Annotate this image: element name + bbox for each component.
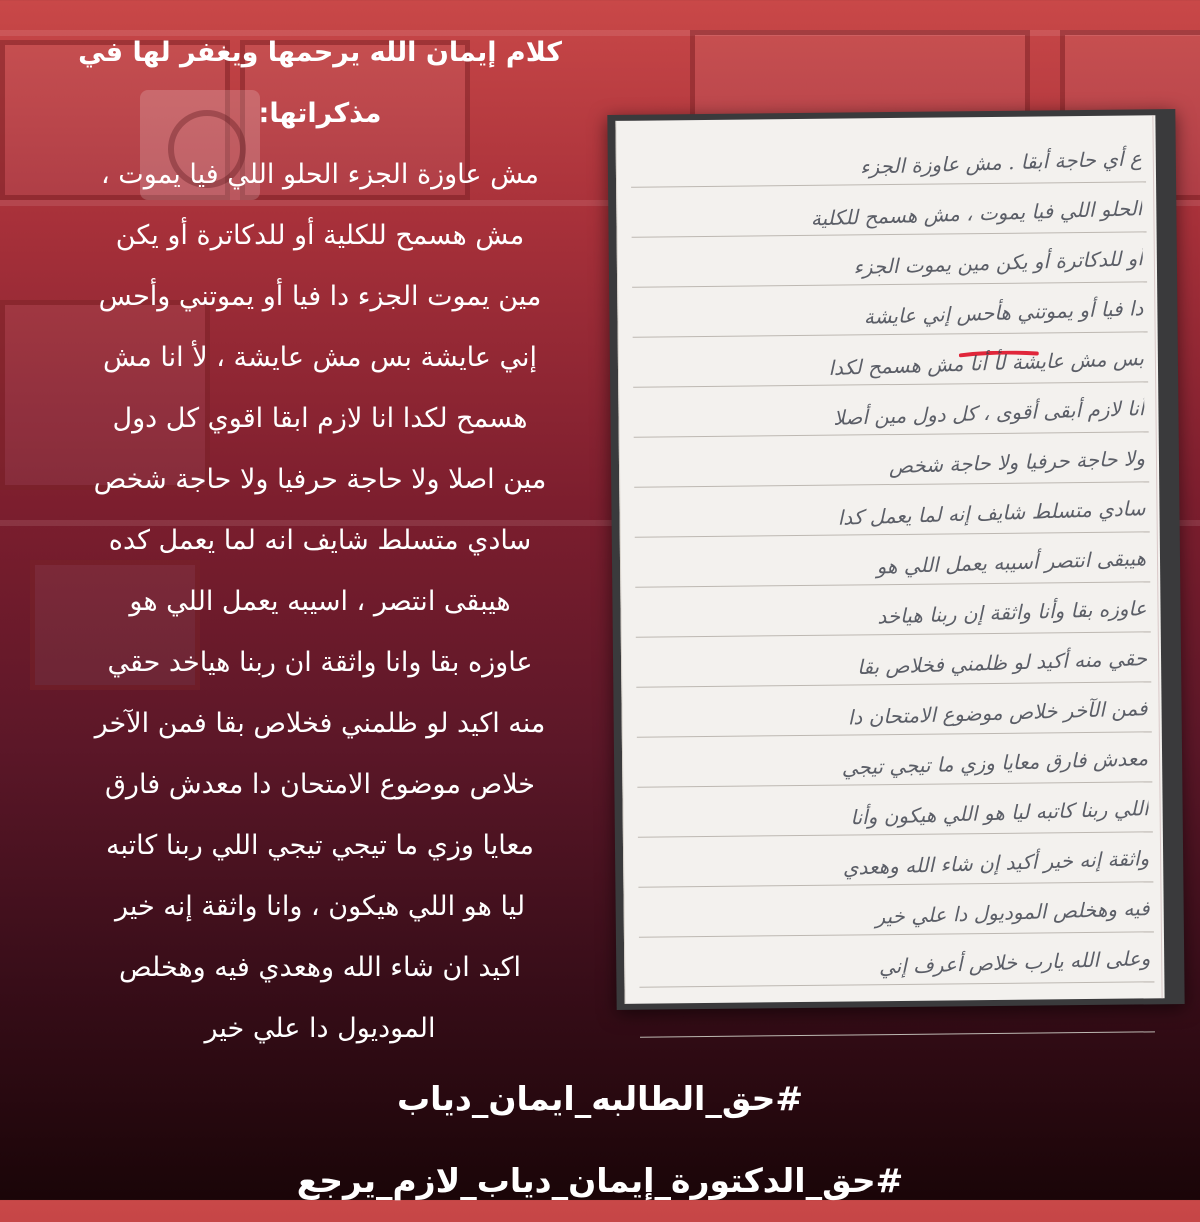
quote-title: [30, 22, 610, 144]
handwritten-line: ولا حاجة حرفيا ولا حاجة شخص: [888, 446, 1146, 479]
handwritten-line: أنا لازم أبقى أقوى ، كل دول مين أصلا: [832, 396, 1145, 430]
quote-body-line: هسمح لكدا انا لازم ابقا اقوي كل دول: [112, 403, 528, 434]
handwritten-line: دا فيا أو يموتني هأحس إني عايشة: [863, 296, 1144, 329]
handwritten-line: الحلو اللي فيا يموت ، مش هسمح للكلية: [810, 196, 1143, 231]
handwritten-line: واثقة إنه خير أكيد إن شاء الله وهعدي: [842, 846, 1150, 880]
handwritten-line: حقي منه أكيد لو ظلمني فخلاص بقا: [856, 646, 1148, 680]
quote-body-line: عاوزه بقا وانا واثقة ان ربنا هياخد حقي: [107, 647, 533, 678]
quote-text-block: [30, 22, 610, 1059]
quote-body-line: سادي متسلط شايف انه لما يعمل كده: [108, 525, 532, 556]
notebook-photo: [607, 109, 1184, 1010]
quote-body-line: ليا هو اللي هيكون ، وانا واثقة إنه خير: [114, 891, 526, 922]
quote-body-line: إني عايشة بس مش عايشة ، لأ انا مش: [102, 342, 538, 373]
quote-title-line: كلام إيمان الله يرحمها ويغفر لها في: [78, 37, 562, 68]
ruled-line: [640, 1031, 1155, 1037]
handwritten-line: معدش فارق معايا وزي ما تيجي تيجي: [841, 746, 1149, 780]
hashtags-block: [0, 1058, 1200, 1222]
handwritten-line: فمن الآخر خلاص موضوع الامتحان دا: [847, 696, 1148, 730]
quote-body-line: مين اصلا ولا حاجة حرفيا ولا حاجة شخص: [93, 464, 547, 495]
handwritten-line: عاوزه بقا وأنا واثقة إن ربنا هياخد: [876, 596, 1147, 629]
handwritten-line: سادي متسلط شايف إنه لما يعمل كدا: [837, 496, 1146, 530]
quote-body-line: اكيد ان شاء الله وهعدي فيه وهخلص: [118, 952, 522, 983]
handwritten-line: أو للدكاترة أو يكن مين يموت الجزء: [852, 246, 1144, 280]
handwritten-line: اللي ربنا كاتبه ليا هو اللي هيكون وأنا: [850, 796, 1149, 830]
hashtag-line: #حق_الدكتورة_إيمان_دياب_لازم_يرجع: [296, 1161, 904, 1200]
handwritten-line: فيه وهخلص الموديول دا علي خير: [875, 896, 1150, 929]
notebook-page: [615, 115, 1164, 1004]
quote-body-line: مين يموت الجزء دا فيا أو يموتني وأحس: [98, 281, 542, 312]
handwritten-line: بس مش عايشة لأ أنا مش هسمح لكدا: [828, 346, 1145, 380]
quote-body-line: معايا وزي ما تيجي تيجي اللي ربنا كاتبه: [106, 830, 534, 861]
quote-body-line: منه اكيد لو ظلمني فخلاص بقا فمن الآخر: [94, 708, 546, 739]
quote-body-line: مش هسمح للكلية أو للدكاترة أو يكن: [115, 220, 525, 251]
quote-body-line: خلاص موضوع الامتحان دا معدش فارق: [104, 769, 535, 800]
handwritten-line: ع أي حاجة أبقا . مش عاوزة الجزء: [859, 146, 1143, 179]
quote-body-line: مش عاوزة الجزء الحلو اللي فيا يموت ،: [101, 159, 539, 190]
handwritten-line: وعلى الله يارب خلاص أعرف إني: [878, 946, 1151, 979]
handwritten-line: هيبقى انتصر أسيبه يعمل اللي هو: [876, 546, 1147, 579]
hashtag-line: #حق_الطالبه_ايمان_دياب: [396, 1079, 804, 1118]
quote-title-line: مذكراتها:: [258, 98, 382, 129]
quote-body: [30, 144, 610, 1059]
quote-body-line: هيبقى انتصر ، اسيبه يعمل اللي هو: [129, 586, 511, 617]
quote-body-line: الموديول دا علي خير: [204, 1013, 436, 1044]
page-margin-line: [1152, 115, 1162, 998]
